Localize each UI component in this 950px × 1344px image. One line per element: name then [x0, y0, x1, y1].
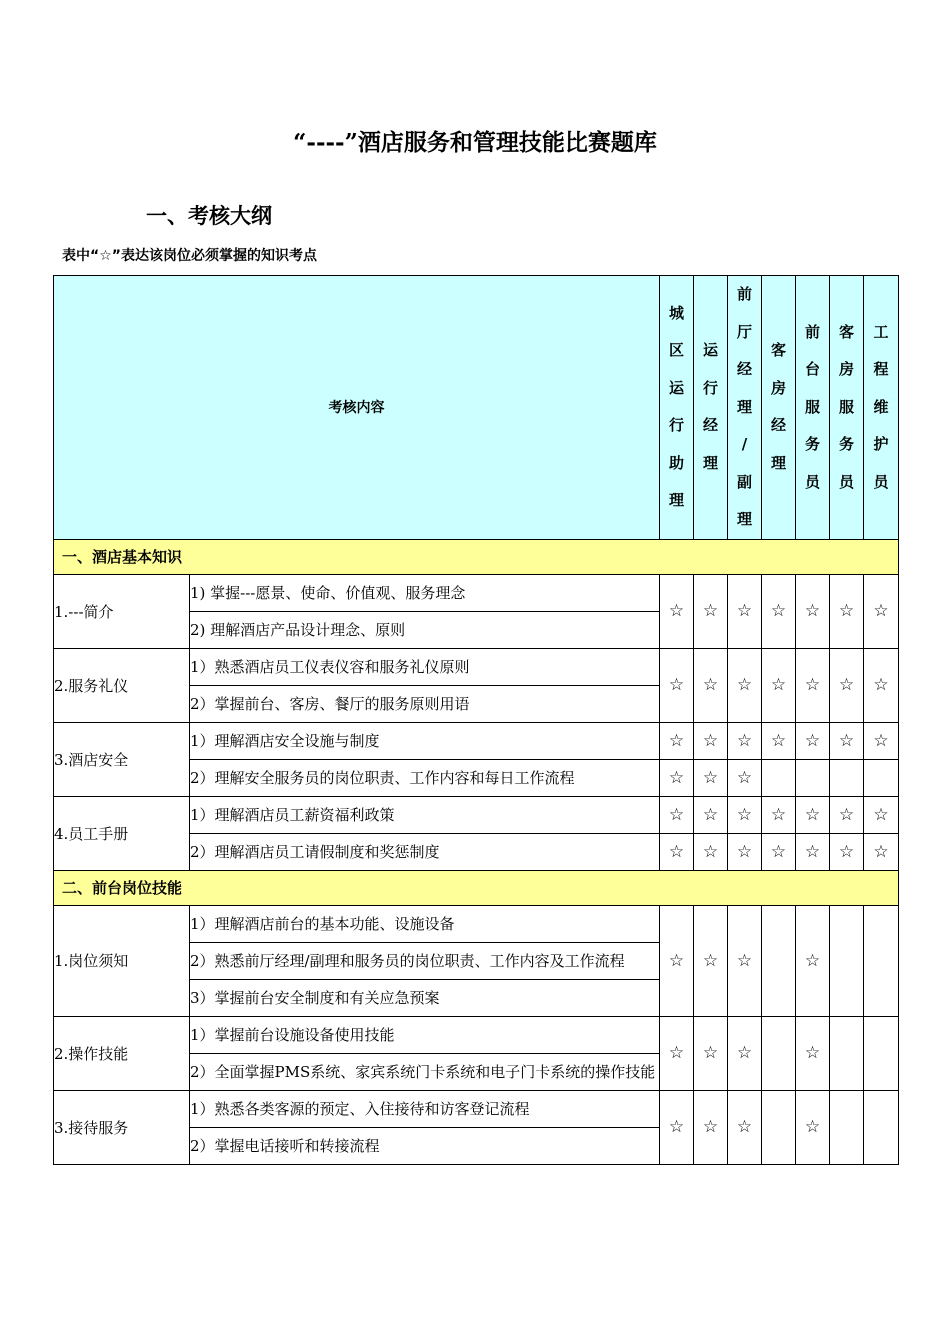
required-star: ☆	[830, 833, 864, 870]
role-column-header	[728, 276, 762, 540]
table-row	[54, 574, 899, 611]
role-header-char: 经	[736, 360, 752, 378]
empty-cell	[796, 759, 830, 796]
role-header-char: 助	[668, 453, 684, 472]
knowledge-item: 2）理解酒店员工请假制度和奖惩制度	[190, 833, 660, 870]
required-star: ☆	[694, 574, 728, 648]
role-header-char: 程	[873, 360, 889, 378]
required-star: ☆	[796, 905, 830, 1016]
knowledge-item: 1）理解酒店员工薪资福利政策	[190, 796, 660, 833]
required-star: ☆	[830, 796, 864, 833]
required-star: ☆	[694, 759, 728, 796]
required-star: ☆	[660, 1090, 694, 1164]
role-header-text	[762, 332, 795, 482]
empty-cell	[762, 1090, 796, 1164]
required-star: ☆	[694, 796, 728, 833]
role-header-char: 维	[873, 397, 889, 416]
section-row	[54, 539, 899, 574]
role-column-header	[660, 276, 694, 540]
empty-cell	[864, 1016, 899, 1090]
required-star: ☆	[796, 574, 830, 648]
required-star: ☆	[728, 833, 762, 870]
required-star: ☆	[728, 905, 762, 1016]
required-star: ☆	[830, 722, 864, 759]
role-header-char: 客	[770, 341, 786, 360]
required-star: ☆	[660, 833, 694, 870]
required-star: ☆	[694, 905, 728, 1016]
role-header-char: 行	[668, 416, 684, 435]
role-header-text	[728, 276, 761, 539]
document-title: “----”酒店服务和管理技能比赛题库	[293, 129, 657, 156]
role-column-header	[830, 276, 864, 540]
role-header-text	[660, 295, 693, 520]
role-header-char: 服	[804, 397, 820, 416]
role-header-char: /	[741, 435, 748, 453]
required-star: ☆	[762, 648, 796, 722]
required-star: ☆	[660, 905, 694, 1016]
empty-cell	[830, 905, 864, 1016]
required-star: ☆	[728, 1090, 762, 1164]
required-star: ☆	[728, 796, 762, 833]
required-star: ☆	[660, 759, 694, 796]
required-star: ☆	[660, 722, 694, 759]
role-header-char: 员	[838, 472, 854, 491]
role-header-char: 行	[702, 378, 718, 397]
content-column-header: 考核内容	[54, 276, 660, 540]
knowledge-item: 1）熟悉各类客源的预定、入住接待和访客登记流程	[190, 1090, 660, 1127]
role-header-char: 房	[838, 360, 854, 378]
empty-cell	[864, 1090, 899, 1164]
required-star: ☆	[796, 1090, 830, 1164]
empty-cell	[864, 905, 899, 1016]
required-star: ☆	[728, 722, 762, 759]
topic-name: 3.酒店安全	[54, 722, 190, 796]
role-column-header	[864, 276, 899, 540]
role-header-char: 城	[668, 303, 684, 322]
required-star: ☆	[728, 1016, 762, 1090]
required-star: ☆	[864, 796, 899, 833]
table-row	[54, 1016, 899, 1053]
required-star: ☆	[864, 722, 899, 759]
role-header-char: 客	[838, 322, 854, 341]
required-star: ☆	[694, 1090, 728, 1164]
topic-name: 1.---简介	[54, 574, 190, 648]
required-star: ☆	[796, 1016, 830, 1090]
section-title: 一、酒店基本知识	[54, 539, 899, 574]
knowledge-item: 2）掌握前台、客房、餐厅的服务原则用语	[190, 685, 660, 722]
required-star: ☆	[728, 574, 762, 648]
topic-name: 4.员工手册	[54, 796, 190, 870]
required-star: ☆	[762, 574, 796, 648]
required-star: ☆	[694, 833, 728, 870]
topic-name: 1.岗位须知	[54, 905, 190, 1016]
required-star: ☆	[762, 833, 796, 870]
empty-cell	[864, 759, 899, 796]
knowledge-item: 1) 掌握---愿景、使命、价值观、服务理念	[190, 574, 660, 611]
required-star: ☆	[728, 759, 762, 796]
required-star: ☆	[660, 648, 694, 722]
knowledge-item: 1）理解酒店安全设施与制度	[190, 722, 660, 759]
empty-cell	[830, 759, 864, 796]
table-row	[54, 648, 899, 685]
role-header-char: 员	[873, 472, 889, 491]
empty-cell	[762, 905, 796, 1016]
required-star: ☆	[864, 648, 899, 722]
section-heading: 一、考核大纲	[146, 204, 272, 228]
role-header-char: 台	[804, 360, 820, 378]
role-column-header	[762, 276, 796, 540]
role-header-char: 理	[736, 397, 752, 416]
knowledge-item: 2）熟悉前厅经理/副理和服务员的岗位职责、工作内容及工作流程	[190, 942, 660, 979]
role-header-char: 经	[702, 416, 718, 435]
role-header-char: 护	[873, 435, 889, 453]
required-star: ☆	[660, 1016, 694, 1090]
table-row	[54, 1090, 899, 1127]
role-header-char: 理	[702, 453, 718, 472]
role-header-text	[830, 314, 863, 502]
table-row	[54, 905, 899, 942]
role-header-text	[864, 314, 898, 502]
role-header-char: 务	[804, 435, 820, 453]
role-header-char: 理	[736, 510, 752, 528]
knowledge-item: 3）掌握前台安全制度和有关应急预案	[190, 979, 660, 1016]
knowledge-item: 2) 理解酒店产品设计理念、原则	[190, 611, 660, 648]
legend-note: 表中“☆”表达该岗位必须掌握的知识考点	[62, 248, 317, 264]
required-star: ☆	[830, 648, 864, 722]
required-star: ☆	[830, 574, 864, 648]
role-header-char: 运	[702, 341, 718, 360]
topic-name: 2.服务礼仪	[54, 648, 190, 722]
required-star: ☆	[796, 722, 830, 759]
knowledge-item: 2）掌握电话接听和转接流程	[190, 1127, 660, 1164]
role-header-char: 前	[804, 322, 820, 341]
role-header-char: 厅	[736, 322, 752, 341]
empty-cell	[830, 1016, 864, 1090]
required-star: ☆	[796, 796, 830, 833]
empty-cell	[762, 759, 796, 796]
role-header-char: 理	[770, 453, 786, 472]
knowledge-item: 2）理解安全服务员的岗位职责、工作内容和每日工作流程	[190, 759, 660, 796]
knowledge-item: 2）全面掌握PMS系统、家宾系统门卡系统和电子门卡系统的操作技能	[190, 1053, 660, 1090]
empty-cell	[762, 1016, 796, 1090]
required-star: ☆	[660, 796, 694, 833]
role-header-char: 运	[668, 378, 684, 397]
role-header-char: 经	[770, 416, 786, 435]
table-row	[54, 796, 899, 833]
required-star: ☆	[728, 648, 762, 722]
required-star: ☆	[694, 1016, 728, 1090]
knowledge-item: 1）掌握前台设施设备使用技能	[190, 1016, 660, 1053]
knowledge-item: 1）熟悉酒店员工仪表仪容和服务礼仪原则	[190, 648, 660, 685]
role-header-char: 工	[873, 322, 889, 341]
knowledge-item: 1）理解酒店前台的基本功能、设施设备	[190, 905, 660, 942]
required-star: ☆	[694, 648, 728, 722]
topic-name: 2.操作技能	[54, 1016, 190, 1090]
required-star: ☆	[864, 833, 899, 870]
required-star: ☆	[796, 833, 830, 870]
role-header-char: 房	[770, 378, 786, 397]
role-header-char: 前	[736, 285, 752, 303]
required-star: ☆	[694, 722, 728, 759]
role-header-char: 理	[668, 491, 684, 510]
role-column-header	[796, 276, 830, 540]
role-column-header	[694, 276, 728, 540]
role-header-char: 区	[668, 341, 684, 360]
required-star: ☆	[660, 574, 694, 648]
required-star: ☆	[762, 796, 796, 833]
empty-cell	[830, 1090, 864, 1164]
required-star: ☆	[864, 574, 899, 648]
required-star: ☆	[762, 722, 796, 759]
topic-name: 3.接待服务	[54, 1090, 190, 1164]
role-header-text	[694, 332, 727, 482]
role-header-char: 务	[838, 435, 854, 453]
table-row	[54, 722, 899, 759]
assessment-outline-table	[53, 275, 899, 1165]
role-header-char: 副	[736, 472, 752, 491]
role-header-text	[796, 314, 829, 502]
section-title: 二、前台岗位技能	[54, 870, 899, 905]
section-row	[54, 870, 899, 905]
role-header-char: 员	[804, 472, 820, 491]
required-star: ☆	[796, 648, 830, 722]
role-header-char: 服	[838, 397, 854, 416]
